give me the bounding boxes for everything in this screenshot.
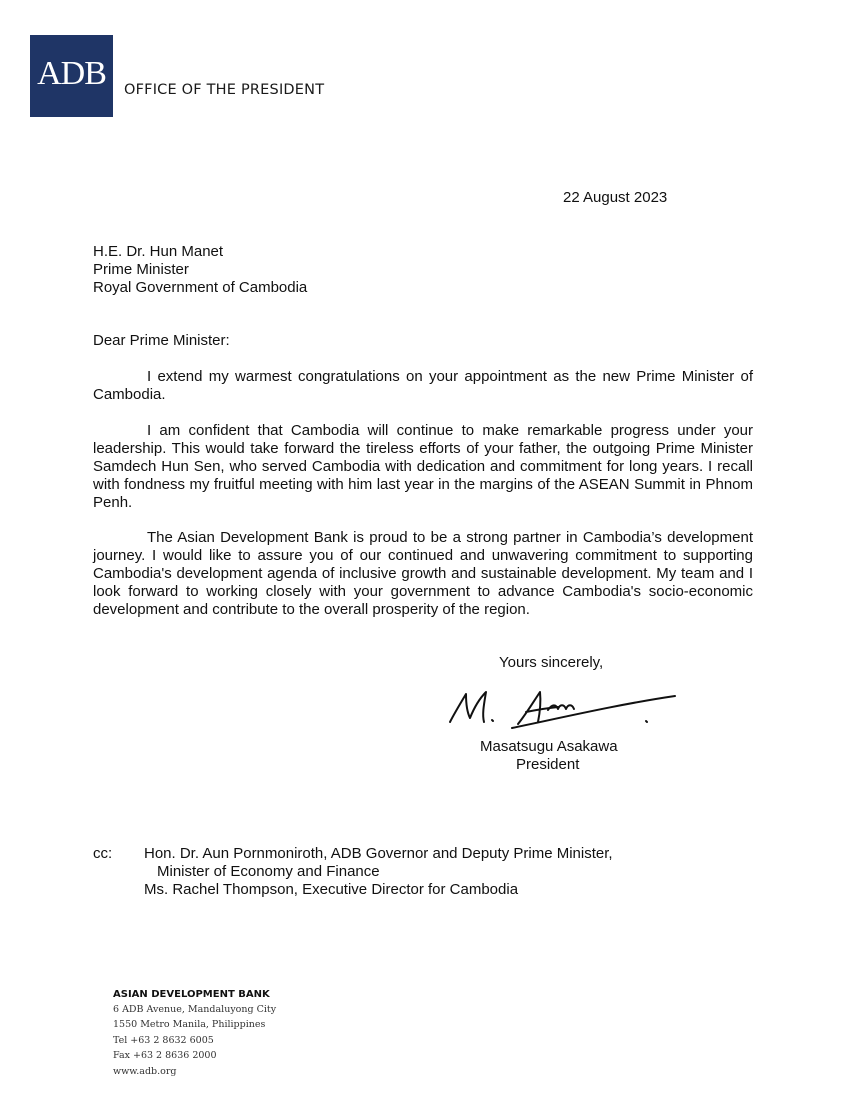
body-paragraph-2: I am confident that Cambodia will continue to make remarkable progress under your leadership. This would take forward the tireless efforts of your father, the outgoing Prime Minister Samdech Hun Sen, who served Cambodia with dedication and commitment for long years. I recall with fondness my fruitful meeting with him last year in the margins of the ASEAN Summit in Phnom Penh. bbox=[93, 422, 753, 511]
footer-website[interactable]: www.adb.org bbox=[113, 1066, 177, 1077]
cc-line-1: Hon. Dr. Aun Pornmoniroth, ADB Governor and Deputy Prime Minister, bbox=[144, 845, 613, 862]
footer-tel: Tel +63 2 8632 6005 bbox=[113, 1035, 214, 1046]
footer-org: ASIAN DEVELOPMENT BANK bbox=[113, 989, 270, 1000]
sign-off: Yours sincerely, bbox=[499, 654, 604, 671]
salutation: Dear Prime Minister: bbox=[93, 332, 230, 349]
body-paragraph-3: The Asian Development Bank is proud to be a strong partner in Cambodia’s development journey. I would like to assure you of our continued and unwavering commitment to supporting Cambodia's development agenda of inclusive growth and sustainable development. My team and I look forward to working closely with your government to advance Cambodia's socio-economic development and contribute to the overall prosperity of the region. bbox=[93, 529, 753, 618]
adb-logo-text: ADB bbox=[37, 55, 106, 92]
adb-logo bbox=[30, 35, 113, 117]
cc-label: cc: bbox=[93, 845, 113, 862]
signatory-title: President bbox=[516, 756, 580, 773]
recipient-org: Royal Government of Cambodia bbox=[93, 279, 308, 296]
signature-image bbox=[440, 680, 690, 740]
office-heading: OFFICE OF THE PRESIDENT bbox=[124, 82, 325, 98]
letter-date: 22 August 2023 bbox=[563, 189, 668, 206]
cc-line-3: Ms. Rachel Thompson, Executive Director for Cambodia bbox=[144, 881, 519, 898]
recipient-title: Prime Minister bbox=[93, 261, 189, 278]
body-paragraph-1: I extend my warmest congratulations on your appointment as the new Prime Minister of Cambodia. bbox=[93, 368, 753, 403]
recipient-name: H.E. Dr. Hun Manet bbox=[93, 243, 224, 260]
signatory-name: Masatsugu Asakawa bbox=[480, 738, 618, 755]
footer-address-1: 6 ADB Avenue, Mandaluyong City bbox=[113, 1004, 277, 1015]
cc-line-2: Minister of Economy and Finance bbox=[157, 863, 380, 880]
footer-address-2: 1550 Metro Manila, Philippines bbox=[113, 1019, 266, 1030]
footer-fax: Fax +63 2 8636 2000 bbox=[113, 1050, 217, 1061]
